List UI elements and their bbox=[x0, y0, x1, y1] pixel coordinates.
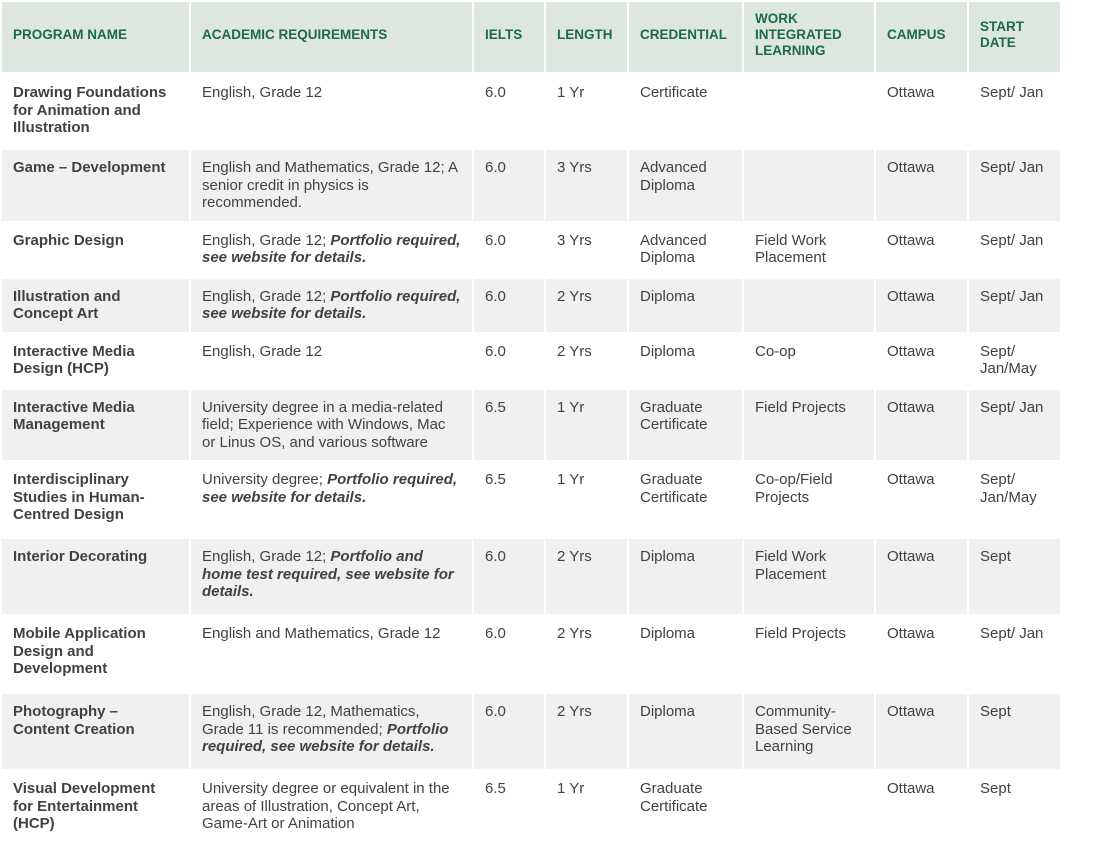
start-date-cell: Sept/ Jan bbox=[969, 74, 1060, 148]
work-integrated-learning-cell bbox=[744, 771, 874, 844]
requirement-note: Portfolio required, see website for details. bbox=[202, 471, 458, 506]
work-integrated-learning-cell: Field Work Placement bbox=[744, 223, 874, 277]
ielts-cell: 6.5 bbox=[474, 462, 544, 537]
program-name-cell: Interdisciplinary Studies in Human-Centred Design bbox=[2, 462, 189, 537]
ielts-cell: 6.0 bbox=[474, 539, 544, 614]
requirement-text: University degree; bbox=[202, 471, 328, 488]
credential-cell: Diploma bbox=[629, 334, 742, 388]
length-cell: 1 Yr bbox=[546, 771, 627, 844]
campus-cell: Ottawa bbox=[876, 694, 967, 769]
requirement-text: English, Grade 12; bbox=[202, 287, 331, 305]
start-date-cell: Sept/ Jan bbox=[969, 390, 1060, 461]
length-cell: 2 Yrs bbox=[546, 694, 627, 769]
academic-requirements-cell bbox=[191, 150, 472, 221]
program-name-cell: Illustration and Concept Art bbox=[2, 279, 189, 332]
academic-requirements-cell bbox=[191, 771, 472, 844]
length-cell: 3 Yrs bbox=[546, 223, 627, 277]
work-integrated-learning-cell bbox=[744, 279, 874, 332]
length-cell: 1 Yr bbox=[546, 462, 627, 537]
ielts-cell: 6.0 bbox=[474, 279, 544, 332]
work-integrated-learning-cell bbox=[744, 150, 874, 221]
table-row bbox=[2, 150, 1060, 221]
ielts-cell: 6.0 bbox=[474, 616, 544, 692]
campus-cell: Ottawa bbox=[876, 616, 967, 692]
program-name-cell: Graphic Design bbox=[2, 223, 189, 277]
header-ielts: IELTS bbox=[474, 2, 544, 72]
length-cell: 2 Yrs bbox=[546, 279, 627, 332]
header-academic-requirements: ACADEMIC REQUIREMENTS bbox=[191, 2, 472, 72]
table-header-row bbox=[2, 2, 1060, 72]
program-name-cell: Drawing Foundations for Animation and Illustration bbox=[2, 74, 189, 148]
header-program-name: PROGRAM NAME bbox=[2, 2, 189, 72]
program-name-cell: Mobile Application Design and Development bbox=[2, 616, 189, 692]
table-row bbox=[2, 223, 1060, 277]
requirement-text: University degree in a media-related field; Experience with Windows, Mac or Linus OS, and various software bbox=[202, 398, 446, 451]
start-date-cell: Sept bbox=[969, 694, 1060, 769]
campus-cell: Ottawa bbox=[876, 334, 967, 388]
header-credential: CREDENTIAL bbox=[629, 2, 742, 72]
requirement-text: English, Grade 12; bbox=[202, 548, 331, 565]
table-row bbox=[2, 390, 1060, 461]
ielts-cell: 6.5 bbox=[474, 390, 544, 461]
program-name-cell: Game – Development bbox=[2, 150, 189, 221]
credential-cell: Diploma bbox=[629, 616, 742, 692]
work-integrated-learning-cell: Field Work Placement bbox=[744, 539, 874, 614]
header-work-integrated-learning: WORK INTEGRATED LEARNING bbox=[744, 2, 874, 72]
credential-cell: Advanced Diploma bbox=[629, 150, 742, 221]
credential-cell: Diploma bbox=[629, 539, 742, 614]
academic-requirements-cell bbox=[191, 694, 472, 769]
start-date-cell: Sept/ Jan bbox=[969, 150, 1060, 221]
length-cell: 2 Yrs bbox=[546, 334, 627, 388]
program-name-cell: Visual Development for Entertainment (HCP) bbox=[2, 771, 189, 844]
table-row bbox=[2, 616, 1060, 692]
start-date-cell: Sept/ Jan/May bbox=[969, 462, 1060, 537]
credential-cell: Advanced Diploma bbox=[629, 223, 742, 277]
requirement-note: Portfolio required, see website for details. bbox=[202, 231, 461, 266]
academic-requirements-cell bbox=[191, 539, 472, 614]
start-date-cell: Sept/ Jan bbox=[969, 616, 1060, 692]
credential-cell: Diploma bbox=[629, 694, 742, 769]
work-integrated-learning-cell: Co-op/Field Projects bbox=[744, 462, 874, 537]
campus-cell: Ottawa bbox=[876, 74, 967, 148]
ielts-cell: 6.0 bbox=[474, 334, 544, 388]
length-cell: 2 Yrs bbox=[546, 539, 627, 614]
header-length: LENGTH bbox=[546, 2, 627, 72]
table-row bbox=[2, 462, 1060, 537]
ielts-cell: 6.0 bbox=[474, 74, 544, 148]
length-cell: 2 Yrs bbox=[546, 616, 627, 692]
ielts-cell: 6.0 bbox=[474, 150, 544, 221]
table-row bbox=[2, 694, 1060, 769]
table-row bbox=[2, 771, 1060, 844]
work-integrated-learning-cell bbox=[744, 74, 874, 148]
credential-cell: Certificate bbox=[629, 74, 742, 148]
requirement-text: University degree or equivalent in the areas of Illustration, Concept Art, Game-Art or Animation bbox=[202, 780, 450, 832]
requirement-note: Portfolio and home test required, see website for details. bbox=[202, 548, 454, 600]
campus-cell: Ottawa bbox=[876, 539, 967, 614]
campus-cell: Ottawa bbox=[876, 223, 967, 277]
work-integrated-learning-cell: Field Projects bbox=[744, 390, 874, 461]
ielts-cell: 6.5 bbox=[474, 771, 544, 844]
academic-requirements-cell bbox=[191, 390, 472, 461]
academic-requirements-cell bbox=[191, 279, 472, 332]
requirement-text: English, Grade 12 bbox=[202, 84, 323, 101]
credential-cell: Graduate Certificate bbox=[629, 771, 742, 844]
program-name-cell: Interactive Media Design (HCP) bbox=[2, 334, 189, 388]
credential-cell: Graduate Certificate bbox=[629, 390, 742, 461]
campus-cell: Ottawa bbox=[876, 390, 967, 461]
start-date-cell: Sept bbox=[969, 771, 1060, 844]
length-cell: 1 Yr bbox=[546, 74, 627, 148]
table-row bbox=[2, 334, 1060, 388]
header-start-date: START DATE bbox=[969, 2, 1060, 72]
credential-cell: Diploma bbox=[629, 279, 742, 332]
work-integrated-learning-cell: Field Projects bbox=[744, 616, 874, 692]
requirement-text: English, Grade 12; bbox=[202, 231, 331, 249]
work-integrated-learning-cell: Community-Based Service Learning bbox=[744, 694, 874, 769]
requirement-note: Portfolio required, see website for details. bbox=[202, 287, 461, 322]
start-date-cell: Sept bbox=[969, 539, 1060, 614]
campus-cell: Ottawa bbox=[876, 150, 967, 221]
ielts-cell: 6.0 bbox=[474, 694, 544, 769]
length-cell: 1 Yr bbox=[546, 390, 627, 461]
table-row bbox=[2, 279, 1060, 332]
requirement-text: English, Grade 12, Mathematics, Grade 11 is recommended; bbox=[202, 703, 420, 738]
campus-cell: Ottawa bbox=[876, 771, 967, 844]
length-cell: 3 Yrs bbox=[546, 150, 627, 221]
campus-cell: Ottawa bbox=[876, 462, 967, 537]
start-date-cell: Sept/ Jan bbox=[969, 279, 1060, 332]
table-row bbox=[2, 74, 1060, 148]
program-name-cell: Photography – Content Creation bbox=[2, 694, 189, 769]
work-integrated-learning-cell: Co-op bbox=[744, 334, 874, 388]
academic-requirements-cell bbox=[191, 74, 472, 148]
start-date-cell: Sept/ Jan bbox=[969, 223, 1060, 277]
table-row bbox=[2, 539, 1060, 614]
campus-cell: Ottawa bbox=[876, 279, 967, 332]
program-name-cell: Interior Decorating bbox=[2, 539, 189, 614]
requirement-note: Portfolio required, see website for details. bbox=[202, 720, 449, 755]
academic-requirements-cell bbox=[191, 462, 472, 537]
ielts-cell: 6.0 bbox=[474, 223, 544, 277]
program-name-cell: Interactive Media Management bbox=[2, 390, 189, 461]
requirement-text: English and Mathematics, Grade 12 bbox=[202, 625, 441, 642]
academic-requirements-cell bbox=[191, 334, 472, 388]
credential-cell: Graduate Certificate bbox=[629, 462, 742, 537]
start-date-cell: Sept/ Jan/May bbox=[969, 334, 1060, 388]
academic-requirements-cell bbox=[191, 223, 472, 277]
requirement-text: English, Grade 12 bbox=[202, 342, 323, 360]
header-campus: CAMPUS bbox=[876, 2, 967, 72]
academic-requirements-cell bbox=[191, 616, 472, 692]
requirement-text: English and Mathematics, Grade 12; A senior credit in physics is recommended. bbox=[202, 159, 458, 211]
